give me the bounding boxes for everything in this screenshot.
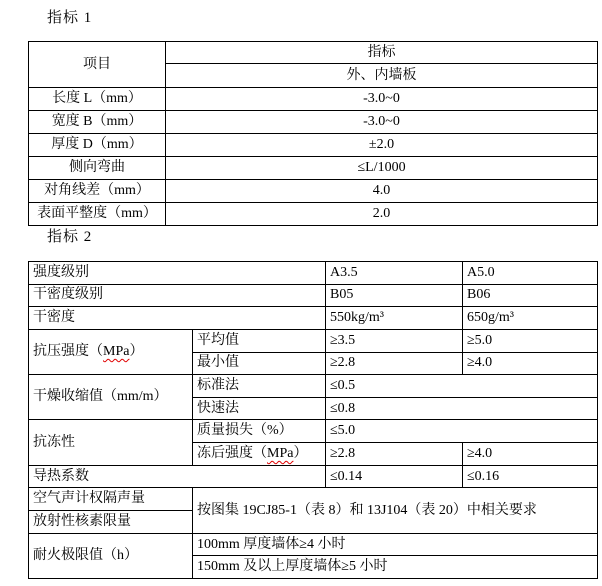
table-row-acoustic [29,488,598,511]
strength-grade-a35: A3.5 [326,262,463,285]
frost-resistance-label: 抗冻性 [29,420,193,465]
fire-resistance-label: 耐火极限值（h） [29,533,193,578]
compressive-strength-label [29,329,193,374]
post-freeze-v1: ≥2.8 [326,443,463,466]
length-label: 长度 L（mm） [29,88,166,111]
dry-density-v2: 650g/m³ [463,307,598,330]
avg-v1: ≥3.5 [326,329,463,352]
surface-flatness-label: 表面平整度（mm） [29,203,166,226]
table-row-surface-flatness [29,203,598,226]
width-value: -3.0~0 [166,111,598,134]
table-row-lateral-bend [29,157,598,180]
rapid-method-value: ≤0.8 [326,397,598,420]
fire-resistance-150mm: 150mm 及以上厚度墙体≥5 小时 [193,556,598,579]
lateral-bend-label: 侧向弯曲 [29,157,166,180]
density-grade-label: 干密度级别 [29,284,326,307]
density-grade-b05: B05 [326,284,463,307]
thickness-value: ±2.0 [166,134,598,157]
post-freeze-unit-spellcheck: MPa [267,445,294,461]
table-row-thermal [29,465,598,488]
post-freeze-label-prefix: 冻后强度（ [197,445,267,461]
table-row-compressive-avg [29,329,598,352]
table-row-width [29,111,598,134]
min-label: 最小值 [193,352,326,375]
section-title-indicator-2: 指标 2 [47,229,93,245]
min-v1: ≥2.8 [326,352,463,375]
table1-header-item: 项目 [29,42,166,88]
table-row-frost-mass-loss [29,420,598,443]
post-freeze-strength-label [193,443,326,466]
radionuclide-limit-label: 放射性核素限量 [29,511,193,534]
diagonal-diff-label: 对角线差（mm） [29,180,166,203]
width-label: 宽度 B（mm） [29,111,166,134]
table-material-performance [28,261,598,579]
table-row-thickness [29,134,598,157]
table-row-shrinkage-standard [29,375,598,398]
acoustic-insulation-label: 空气声计权隔声量 [29,488,193,511]
fire-resistance-100mm: 100mm 厚度墙体≥4 小时 [193,533,598,556]
compressive-label-prefix: 抗压强度（ [33,344,103,360]
compressive-label-suffix: ） [129,344,144,360]
shrinkage-label: 干燥收缩值（mm/m） [29,375,193,420]
standard-method-value: ≤0.5 [326,375,598,398]
table-row-strength-grade [29,262,598,285]
post-freeze-label-suffix: ） [293,445,308,461]
table-dimension-tolerances [28,41,598,226]
post-freeze-v2: ≥4.0 [463,443,598,466]
thermal-conductivity-label: 导热系数 [29,465,326,488]
strength-grade-a50: A5.0 [463,262,598,285]
compressive-unit-spellcheck: MPa [103,344,130,360]
table-row-length [29,88,598,111]
acoustic-radionuclide-requirement: 按图集 19CJ85-1（表 8）和 13J104（表 20）中相关要求 [193,488,598,533]
thickness-label: 厚度 D（mm） [29,134,166,157]
dry-density-label: 干密度 [29,307,326,330]
density-grade-b06: B06 [463,284,598,307]
avg-label: 平均值 [193,329,326,352]
table1-header-sub: 外、内墙板 [166,64,598,88]
table-row-dry-density [29,307,598,330]
mass-loss-label: 质量损失（%） [193,420,326,443]
strength-grade-label: 强度级别 [29,262,326,285]
table-row-density-grade [29,284,598,307]
surface-flatness-value: 2.0 [166,203,598,226]
min-v2: ≥4.0 [463,352,598,375]
diagonal-diff-value: 4.0 [166,180,598,203]
table-row-fire-100mm [29,533,598,556]
mass-loss-value: ≤5.0 [326,420,598,443]
thermal-v1: ≤0.14 [326,465,463,488]
dry-density-v1: 550kg/m³ [326,307,463,330]
standard-method-label: 标准法 [193,375,326,398]
rapid-method-label: 快速法 [193,397,326,420]
table-row-diagonal-diff [29,180,598,203]
section-title-indicator-1: 指标 1 [47,10,93,26]
table1-header-indicator: 指标 [166,42,598,64]
table1-header-row-1 [29,42,598,64]
length-value: -3.0~0 [166,88,598,111]
lateral-bend-value: ≤L/1000 [166,157,598,180]
avg-v2: ≥5.0 [463,329,598,352]
thermal-v2: ≤0.16 [463,465,598,488]
